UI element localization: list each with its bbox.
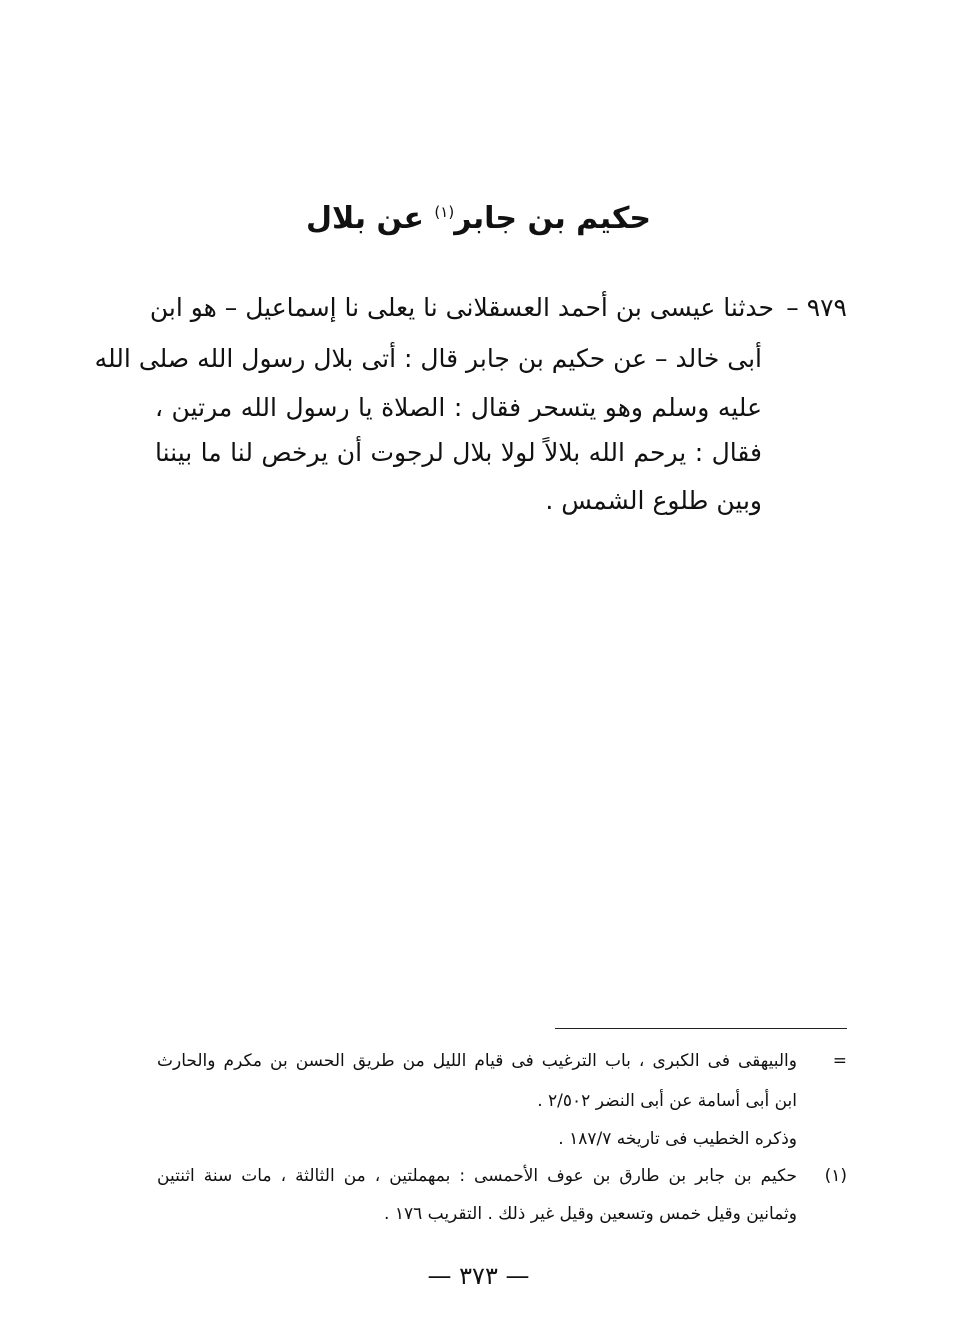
footnote-1-line-1: حكيم بن جابر بن طارق بن عوف الأحمسى : بمهملتين ، من الثالثة ، مات سنة اثنتين xyxy=(157,1166,797,1186)
hadith-line-2: أبى خالد – عن حكيم بن جابر قال : أتى بلال رسول الله صلى الله xyxy=(94,344,762,373)
hadith-line-4: فقال : يرحم الله بلالاً لولا بلال لرجوت أن يرخص لنا ما بيننا xyxy=(155,438,762,467)
footnote-continuation-line-3: وذكره الخطيب فى تاريخه ١٨٧/٧ . xyxy=(558,1129,797,1149)
section-title xyxy=(0,188,957,243)
title-footnote-marker: (١) xyxy=(434,203,455,221)
footnote-1-line-2: وثمانين وقيل خمس وتسعين وقيل غير ذلك . التقريب ١٧٦ . xyxy=(384,1204,797,1224)
title-text-end: عن بلال xyxy=(305,201,435,236)
page-number: — ٣٧٣ — xyxy=(427,1262,530,1290)
title-text: حكيم بن جابر xyxy=(454,201,652,236)
footnote-separator xyxy=(555,1028,847,1029)
footnote-1-marker: (١) xyxy=(824,1166,847,1186)
hadith-number: ٩٧٩ – xyxy=(786,293,847,322)
footnote-continuation-line-1: والبيهقى فى الكبرى ، باب الترغيب فى قيام الليل من طريق الحسن بن مكرم والحارث xyxy=(157,1051,797,1071)
hadith-line-5: وبين طلوع الشمس . xyxy=(545,486,762,515)
footnote-continuation-marker: = xyxy=(832,1051,847,1071)
hadith-line-1: حدثنا عيسى بن أحمد العسقلانى نا يعلى نا إسماعيل – هو ابن xyxy=(149,293,774,322)
footnote-continuation-line-2: ابن أبى أسامة عن أبى النضر ٢/٥٠٢ . xyxy=(537,1091,797,1111)
hadith-line-3: عليه وسلم وهو يتسحر فقال : الصلاة يا رسول الله مرتين ، xyxy=(155,393,762,422)
